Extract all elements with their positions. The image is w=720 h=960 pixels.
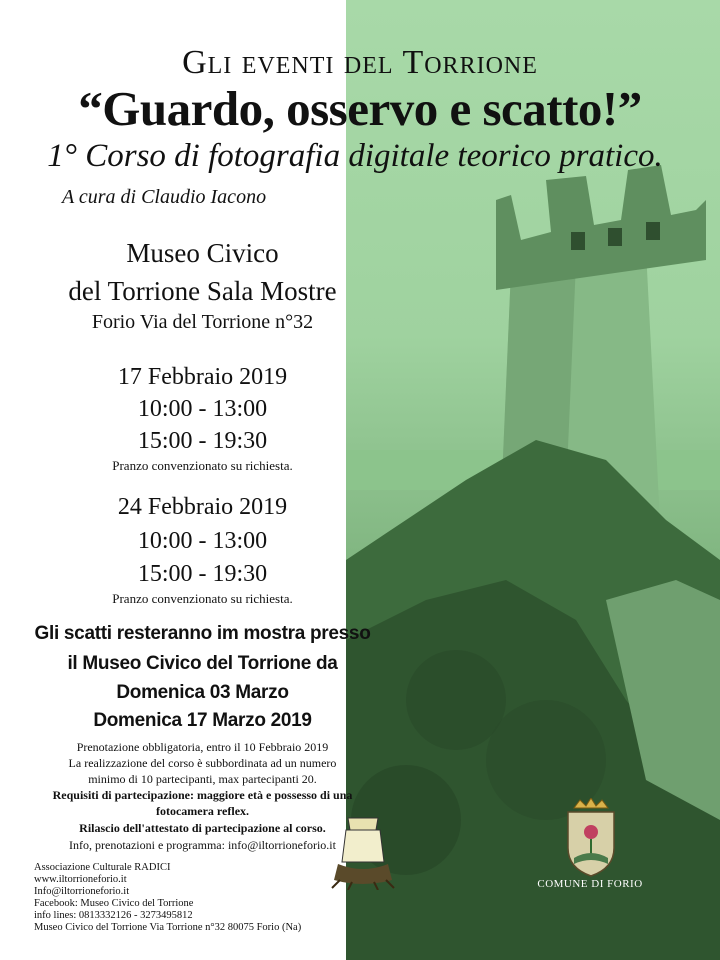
session-date: 17 Febbraio 2019	[117, 364, 288, 390]
footer-email: Info@iltorrioneforio.it	[34, 886, 130, 897]
footer-association: Associazione Culturale RADICI	[34, 862, 171, 873]
exhibition-text: il Museo Civico del Torrione da	[67, 653, 338, 674]
booking-note: La realizzazione del corso è subbordinata ad un numero	[68, 756, 337, 770]
session-time-slot: 15:00 - 19:30	[137, 428, 268, 454]
venue-address: Forio Via del Torrione n°32	[91, 311, 314, 333]
booking-note: minimo di 10 partecipanti, max partecipanti 20.	[88, 772, 317, 786]
session-time-slot: 10:00 - 13:00	[137, 396, 268, 422]
exhibition-start-date: Domenica 03 Marzo	[116, 682, 289, 703]
footer-phone: info lines: 0813332126 - 3273495812	[34, 910, 193, 921]
comune-label: COMUNE DI FORIO	[537, 878, 643, 890]
lunch-note: Pranzo convenzionato su richiesta.	[112, 591, 293, 606]
association-radici-logo-icon	[318, 800, 408, 890]
main-title: “Guardo, osservo e scatto!”	[78, 81, 642, 136]
exhibition-end-date: Domenica 17 Marzo 2019	[93, 710, 312, 731]
venue-name-line2: del Torrione Sala Mostre	[68, 276, 337, 306]
session-time-slot: 10:00 - 13:00	[137, 528, 268, 554]
comune-forio-crest-icon	[556, 798, 626, 878]
footer-facebook: Facebook: Museo Civico del Torrione	[34, 898, 194, 909]
contact-note: Info, prenotazioni e programma: info@iltorrioneforio.it	[69, 838, 336, 852]
curator-credit: A cura di Claudio Iacono	[62, 186, 267, 208]
subtitle: 1° Corso di fotografia digitale teorico pratico.	[47, 138, 663, 174]
series-title: Gli eventi del Torrione	[182, 44, 538, 81]
booking-note: Prenotazione obbligatoria, entro il 10 Febbraio 2019	[76, 740, 329, 754]
requirements-note: Requisiti di partecipazione: maggiore età e possesso di una	[52, 788, 353, 802]
lunch-note: Pranzo convenzionato su richiesta.	[112, 458, 293, 473]
requirements-note: fotocamera reflex.	[155, 804, 250, 818]
session-time-slot: 15:00 - 19:30	[137, 561, 268, 587]
session-date: 24 Febbraio 2019	[117, 494, 288, 520]
venue-name: Museo Civico	[126, 238, 279, 268]
exhibition-text: Gli scatti resteranno im mostra presso	[34, 623, 371, 644]
footer-address: Museo Civico del Torrione Via Torrione n°32 80075 Forio (Na)	[34, 922, 302, 933]
certificate-note: Rilascio dell'attestato di partecipazione al corso.	[79, 821, 326, 835]
footer-website: www.iltorrioneforio.it	[34, 874, 127, 885]
